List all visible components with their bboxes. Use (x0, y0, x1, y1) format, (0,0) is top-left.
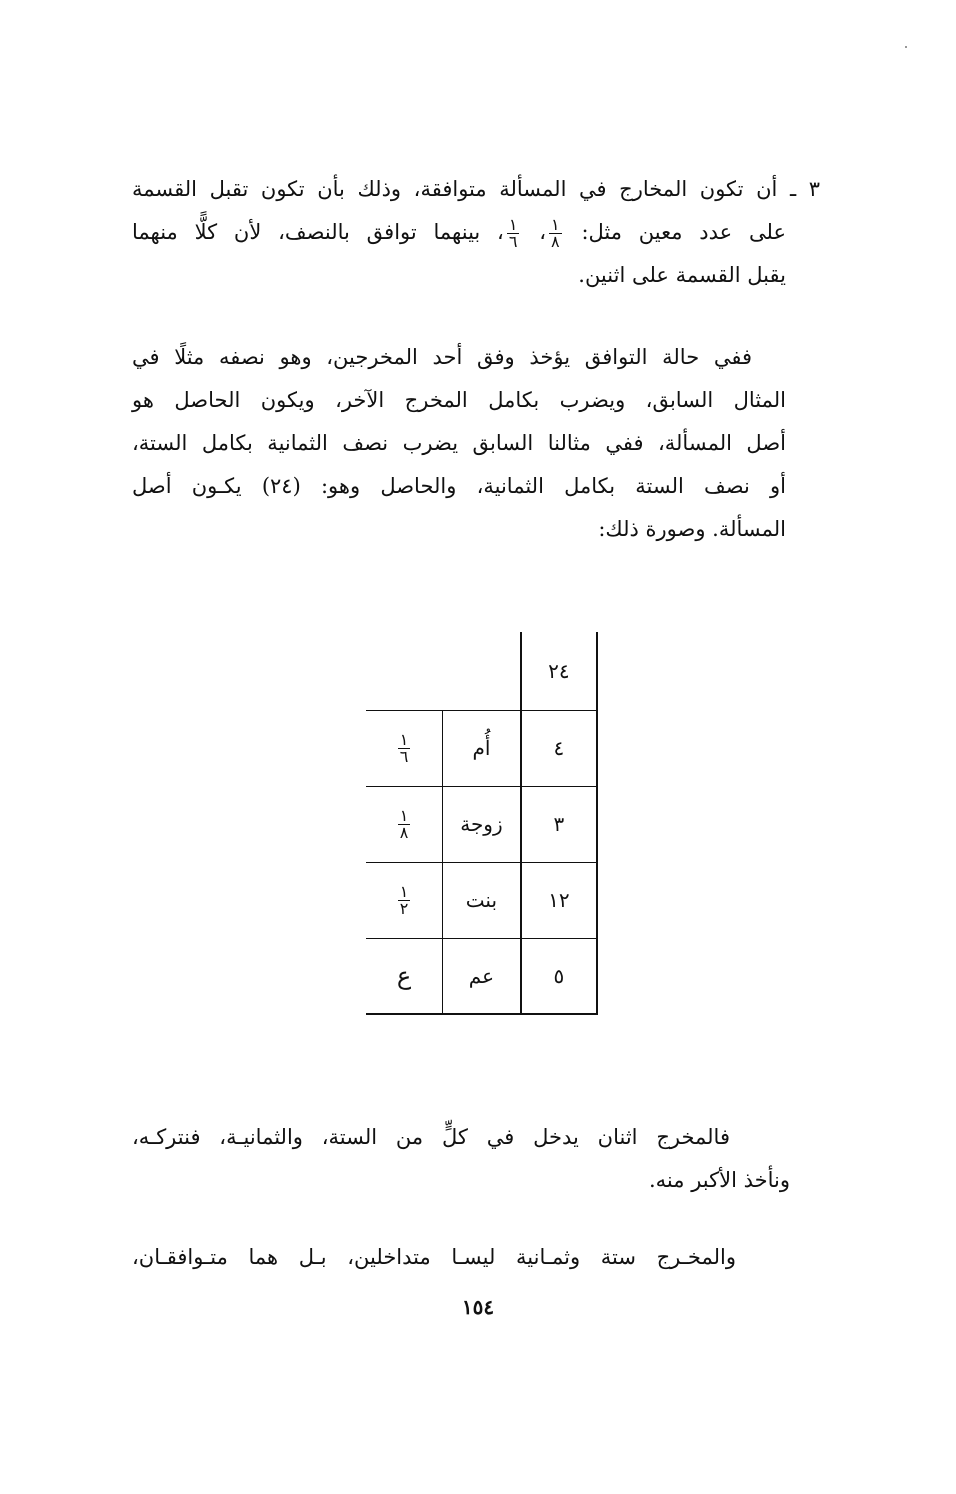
table-row (366, 862, 597, 938)
fraction-denominator: ٢ (399, 898, 409, 918)
line-2-before: على عدد معين مثل: (581, 220, 786, 244)
fraction-one-sixth (507, 217, 520, 250)
fraction (398, 881, 411, 918)
paragraph-2-line-3: أصل المسألة، ففي مثالنا السابق يضرب نصف الثمانية بكامل الستة، (132, 431, 786, 455)
paragraph-2-line-5: المسألة. وصورة ذلك: (598, 517, 786, 541)
cell-heir: أُم (443, 710, 521, 786)
fraction-numerator: ١ (399, 881, 409, 901)
paragraph-1-line-2 (132, 211, 820, 254)
paragraph-3-line-2: ونأخذ الأكبر منه. (649, 1168, 790, 1192)
page-number: ١٥٤ (461, 1295, 495, 1319)
fraction-separator: ، (539, 220, 547, 244)
table-row (366, 938, 597, 1014)
cell-total: ٢٤ (521, 632, 597, 710)
fraction-denominator: ٨ (399, 822, 409, 842)
paragraph-3 (132, 1116, 790, 1202)
cell-share: ٤ (521, 710, 597, 786)
shares-table (366, 632, 598, 1015)
paragraph-4-line-1: والمخـرج ستة وثمـانية ليسـا متداخلين، بـل هما متـوافقـان، (132, 1245, 736, 1269)
cell-heir: بنت (443, 862, 521, 938)
inheritance-table (366, 632, 598, 1014)
paragraph-2-line-2: المثال السابق، ويضرب بكامل المخرج الآخر، ويكون الحاصل هو (132, 388, 786, 412)
table-row (366, 786, 597, 862)
fraction-denominator: ٦ (399, 746, 409, 766)
fraction-numerator: ١ (399, 805, 409, 825)
paragraph-2 (132, 336, 786, 551)
paragraph-3-line-1: فالمخرج اثنان يدخل في كلٍّ من الستة، والثمانيـة، فنتركـه، (132, 1125, 730, 1149)
cell-share: ٣ (521, 786, 597, 862)
paragraph-2-line-1: ففي حالة التوافق يؤخذ وفق أحد المخرجين، وهو نصفه مثلًا في (132, 345, 752, 369)
paragraph-1-line-1: ٣ ـ أن تكون المخارج في المسألة متوافقة، وذلك بأن تكون تقبل القسمة (132, 177, 820, 201)
fraction-numerator: ١ (399, 729, 409, 749)
fraction-one-eighth (549, 217, 562, 250)
line-2-after: ، بينهما توافق بالنصف، لأن كلًّا منهما (132, 220, 504, 244)
cell-heir: عم (443, 938, 521, 1014)
paragraph-2-line-4: أو نصف الستة بكامل الثمانية، والحاصل وهو: (٢٤) يكـون أصل (132, 474, 787, 498)
fraction-denominator: ٦ (508, 232, 518, 251)
cell-share: ٥ (521, 938, 597, 1014)
cell-residuary: ع (366, 938, 443, 1014)
paragraph-4 (132, 1236, 736, 1279)
table-row (366, 710, 597, 786)
fraction-denominator: ٨ (551, 232, 560, 251)
paragraph-1-line-3: يقبل القسمة على اثنين. (578, 263, 786, 287)
cell-heir: زوجة (443, 786, 521, 862)
table-row-total (366, 632, 597, 710)
cell-fraction (366, 862, 443, 938)
fraction-numerator: ١ (551, 215, 560, 234)
fraction-numerator: ١ (508, 215, 518, 234)
fraction (398, 729, 411, 766)
cell-fraction (366, 710, 443, 786)
speck (905, 46, 907, 48)
cell-share: ١٢ (521, 862, 597, 938)
cell-empty (366, 632, 521, 710)
cell-fraction (366, 786, 443, 862)
fraction (398, 805, 411, 842)
paragraph-1 (132, 168, 820, 297)
